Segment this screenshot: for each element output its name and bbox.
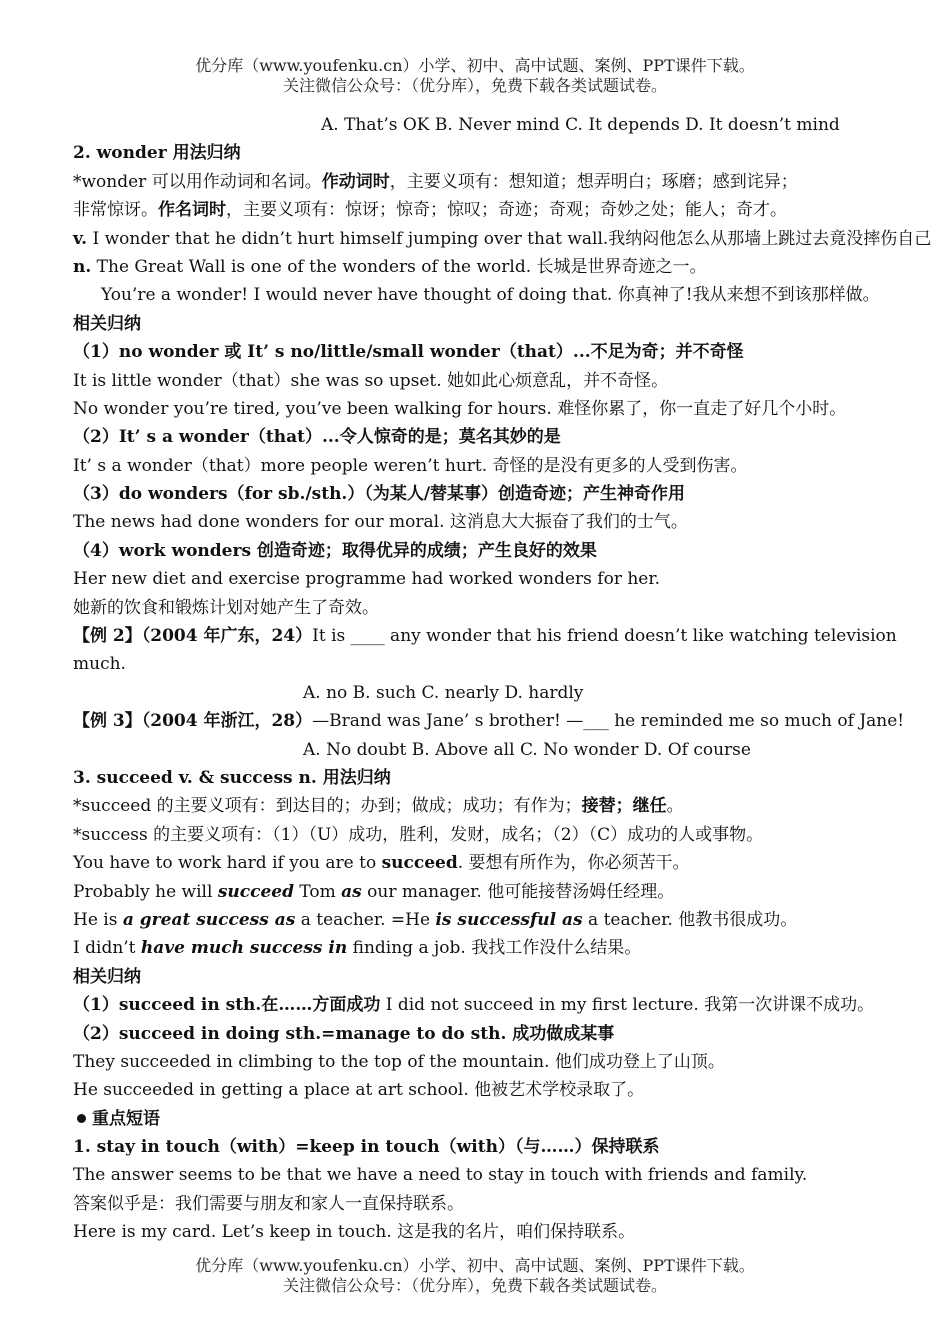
- footer-line-1: 优分库（www.youfenku.cn）小学、初中、高中试题、案例、PPT课件下载。: [195, 1256, 755, 1275]
- wonder-noun-example: n. The Great Wall is one of the wonders of the world. 长城是世界奇迹之一。: [73, 256, 707, 277]
- header-line-1: 优分库（www.youfenku.cn）小学、初中、高中试题、案例、PPT课件下载。: [195, 56, 755, 75]
- example-2-question-line-2: [73, 650, 883, 678]
- bullet-icon: [77, 1114, 86, 1123]
- section-2-title: 2. wonder 用法归纳: [73, 143, 241, 164]
- related-heading: 相关归纳: [73, 313, 141, 334]
- succeed-definition: *succeed 的主要义项有：到达目的；办到；做成；成功；有作为；接替；继任。: [73, 796, 684, 817]
- example-2-options: A. no B. such C. nearly D. hardly: [303, 682, 584, 703]
- page-header: [0, 56, 950, 96]
- phrase-1-example-1-en: The answer seems to be that we have a need to stay in touch with friends and family.: [73, 1165, 808, 1186]
- related-item-1-title: （1）no wonder 或 It’ s no/little/small wonder（that）...不足为奇；并不奇怪: [73, 342, 744, 363]
- example-3-question: 【例 3】（2004 年浙江，28）—Brand was Jane’ s brother! —___ he reminded me so much of Jane!: [73, 711, 905, 732]
- page-footer: [0, 1256, 950, 1296]
- succeed-example-3: He is a great success as a teacher. =He is successful as a teacher. 他教书很成功。: [73, 909, 798, 930]
- example-2-question: It is ____ any wonder that his friend doesn’t like watching television: [312, 626, 897, 647]
- wonder-noun-example-2: You’re a wonder! I would never have thought of doing that. 你真神了!我从来想不到该那样做。: [101, 285, 880, 306]
- phrase-1-title: 1. stay in touch（with）=keep in touch（with）（与……）保持联系: [73, 1137, 660, 1158]
- footer-line-2: 关注微信公众号：（优分库），免费下载各类试题试卷。: [282, 1276, 667, 1295]
- wonder-definition-line-2: 非常惊讶。作名词时，主要义项有：惊讶；惊奇；惊叹；奇迹；奇观；奇妙之处；能人；奇才。: [73, 200, 787, 221]
- header-line-2: 关注微信公众号：（优分库），免费下载各类试题试卷。: [282, 76, 667, 95]
- success-definition: *success 的主要义项有：（1）（U）成功，胜利，发财，成名；（2）（C）成功的人或事物。: [73, 824, 764, 845]
- related-item-3-title: （3）do wonders（for sb./sth.）（为某人/替某事）创造奇迹；产生神奇作用: [73, 484, 686, 505]
- succeed-related-2-title: （2）succeed in doing sth.=manage to do sth. 成功做成某事: [73, 1023, 615, 1044]
- phrase-1-example-2: Here is my card. Let’s keep in touch. 这是我的名片，咱们保持联系。: [73, 1222, 636, 1243]
- related-heading-2: 相关归纳: [73, 966, 141, 987]
- succeed-related-2-example-2: He succeeded in getting a place at art school. 他被艺术学校录取了。: [73, 1080, 645, 1101]
- phrase-1-example-1-zh: 答案似乎是：我们需要与朋友和家人一直保持联系。: [73, 1193, 464, 1214]
- succeed-related-1: （1）succeed in sth.在……方面成功 I did not succeed in my first lecture. 我第一次讲课不成功。: [73, 995, 875, 1016]
- related-item-4-example-en: Her new diet and exercise programme had worked wonders for her.: [73, 569, 661, 590]
- succeed-related-2-example-1: They succeeded in climbing to the top of the mountain. 他们成功登上了山顶。: [73, 1051, 725, 1072]
- related-item-1-example-2: No wonder you’re tired, you’ve been walking for hours. 难怪你累了，你一直走了好几个小时。: [73, 398, 847, 419]
- related-item-4-title: （4）work wonders 创造奇迹；取得优异的成绩；产生良好的效果: [73, 540, 597, 561]
- wonder-verb-example: v. I wonder that he didn’t hurt himself jumping over that wall.我纳闷他怎么从那墙上跳过去竟没摔伤自己: [73, 228, 932, 249]
- related-item-1-example-1: It is little wonder（that）she was so upset. 她如此心烦意乱，并不奇怪。: [73, 370, 669, 391]
- related-item-2-title: （2）It’ s a wonder（that）...令人惊奇的是；莫名其妙的是: [73, 427, 561, 448]
- document-body: [73, 111, 932, 1247]
- example-3-options: A. No doubt B. Above all C. No wonder D. Of course: [303, 739, 751, 760]
- succeed-example-2: Probably he will succeed Tom as our manager. 他可能接替汤姆任经理。: [73, 881, 675, 902]
- example-2-question-tail: much.: [73, 654, 126, 675]
- related-item-3-example: The news had done wonders for our moral. 这消息大大振奋了我们的士气。: [73, 512, 688, 533]
- wonder-definition-line-1: *wonder 可以用作动词和名词。作动词时，主要义项有：想知道；想弄明白；琢磨；感到诧异；: [73, 171, 798, 192]
- answer-options-top: A. That’s OK B. Never mind C. It depends D. It doesn’t mind: [321, 115, 840, 135]
- related-item-2-example: It’ s a wonder（that）more people weren’t hurt. 奇怪的是没有更多的人受到伤害。: [73, 455, 748, 476]
- succeed-example-1: You have to work hard if you are to succeed. 要想有所作为，你必须苦干。: [73, 853, 690, 874]
- succeed-example-4: I didn’t have much success in finding a job. 我找工作没什么结果。: [73, 938, 642, 959]
- related-item-4-example-zh: 她新的饮食和锻炼计划对她产生了奇效。: [73, 597, 379, 618]
- example-2-question-line-1: 【例 2】（2004 年广东，24）It is ____ any wonder that his friend doesn’t like watching television: [73, 626, 897, 647]
- key-phrases-heading: 重点短语: [73, 1105, 883, 1133]
- section-3-title: 3. succeed v. & success n. 用法归纳: [73, 767, 391, 788]
